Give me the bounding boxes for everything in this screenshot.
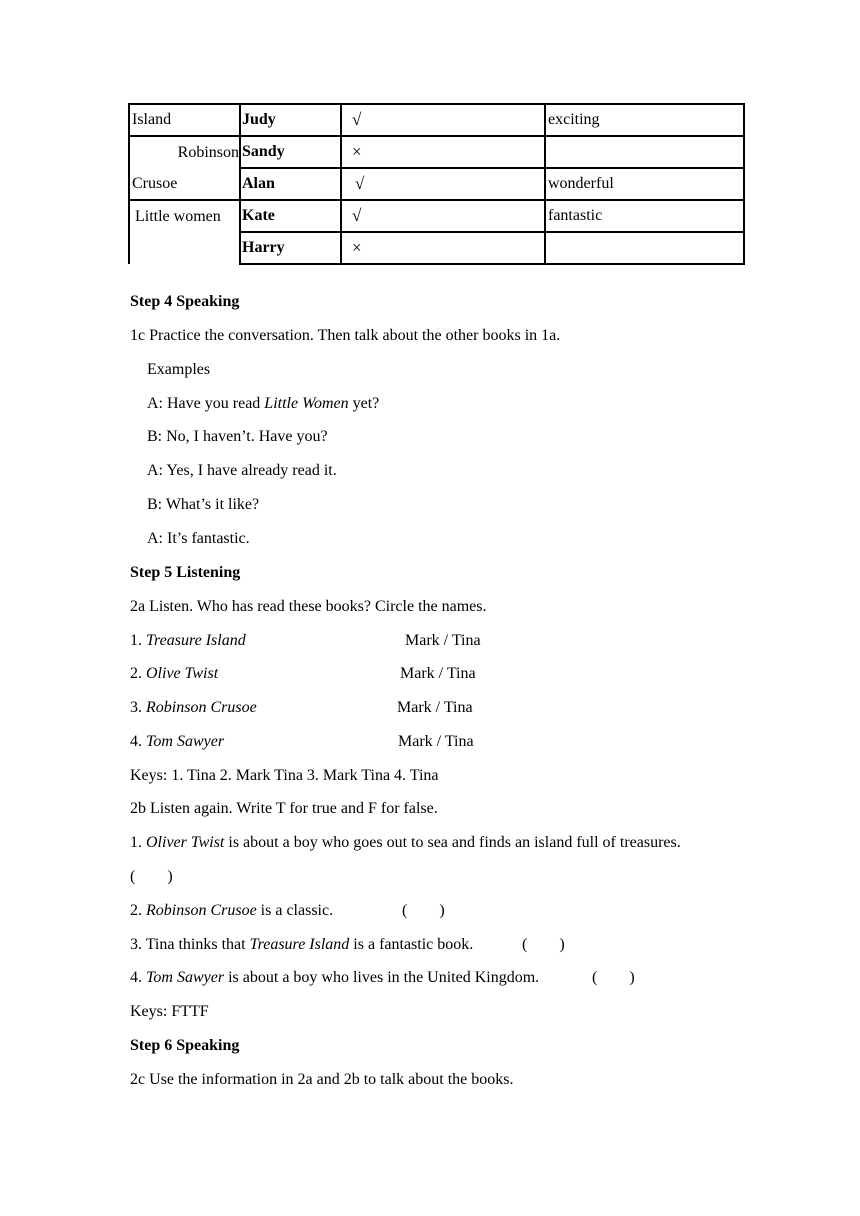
answer-blank: ( ) (402, 902, 445, 919)
dialogue-line: B: What’s it like? (147, 496, 260, 513)
cross-mark-icon: × (341, 232, 545, 264)
statement-4: 4. Tom Sawyer is about a boy who lives in the United Kingdom. (130, 969, 540, 986)
dialogue-line: A: Have you read Little Women yet? (147, 395, 380, 412)
table-cell-book: Little women (129, 200, 240, 232)
step4-instruction: 1c Practice the conversation. Then talk about the other books in 1a. (130, 327, 561, 344)
dialogue-line: A: It’s fantastic. (147, 530, 250, 547)
table-cell-comment (545, 136, 744, 168)
name-choice: Mark / Tina (398, 733, 474, 750)
table-cell-comment: exciting (545, 104, 744, 136)
dialogue-line: A: Yes, I have already read it. (147, 462, 337, 479)
statement-2: 2. Robinson Crusoe is a classic. (130, 902, 334, 919)
answer-blank: ( ) (522, 936, 565, 953)
table-cell-comment (545, 232, 744, 264)
statement-3: 3. Tina thinks that Treasure Island is a fantastic book. (130, 936, 474, 953)
table-cell-name: Judy (240, 104, 341, 136)
instruction-2b: 2b Listen again. Write T for true and F for false. (130, 800, 438, 817)
table-cell-book: Crusoe (129, 168, 240, 200)
answer-blank: ( ) (592, 969, 635, 986)
table-row (129, 136, 744, 168)
examples-label: Examples (147, 361, 211, 378)
table-cell-comment: wonderful (545, 168, 744, 200)
table-row (129, 104, 744, 136)
dialogue-line: B: No, I haven’t. Have you? (147, 428, 328, 445)
check-mark-icon: √ (341, 200, 545, 232)
statement-1: 1. Oliver Twist is about a boy who goes out to sea and finds an island full of treasures. (130, 834, 681, 851)
answer-blank: ( ) (130, 868, 173, 885)
table-row (129, 232, 744, 264)
step6-heading: Step 6 Speaking (130, 1037, 240, 1054)
table-cell-name: Harry (240, 232, 341, 264)
step4-heading: Step 4 Speaking (130, 293, 240, 310)
table-cell-name: Kate (240, 200, 341, 232)
step6-instruction: 2c Use the information in 2a and 2b to talk about the books. (130, 1071, 514, 1088)
cross-mark-icon: × (341, 136, 545, 168)
answer-keys: Keys: FTTF (130, 1003, 209, 1020)
name-choice: Mark / Tina (400, 665, 476, 682)
check-mark-icon: √ (341, 168, 545, 200)
instruction-2a: 2a Listen. Who has read these books? Circle the names. (130, 598, 487, 615)
table-cell-book (129, 232, 240, 264)
table-cell-comment: fantastic (545, 200, 744, 232)
name-choice: Mark / Tina (405, 632, 481, 649)
table-cell-name: Sandy (240, 136, 341, 168)
name-choice: Mark / Tina (397, 699, 473, 716)
step5-heading: Step 5 Listening (130, 564, 241, 581)
list-item: 1. Treasure Island (130, 632, 246, 649)
list-item: 3. Robinson Crusoe (130, 699, 257, 716)
table-row (129, 168, 744, 200)
table-row (129, 200, 744, 232)
list-item: 2. Olive Twist (130, 665, 219, 682)
check-mark-icon: √ (341, 104, 545, 136)
list-item: 4. Tom Sawyer (130, 733, 225, 750)
table-cell-book: Island (129, 104, 240, 136)
book-survey-table (128, 103, 745, 265)
table-cell-book: Robinson (129, 136, 240, 168)
answer-keys: Keys: 1. Tina 2. Mark Tina 3. Mark Tina 4. Tina (130, 767, 439, 784)
table-cell-name: Alan (240, 168, 341, 200)
